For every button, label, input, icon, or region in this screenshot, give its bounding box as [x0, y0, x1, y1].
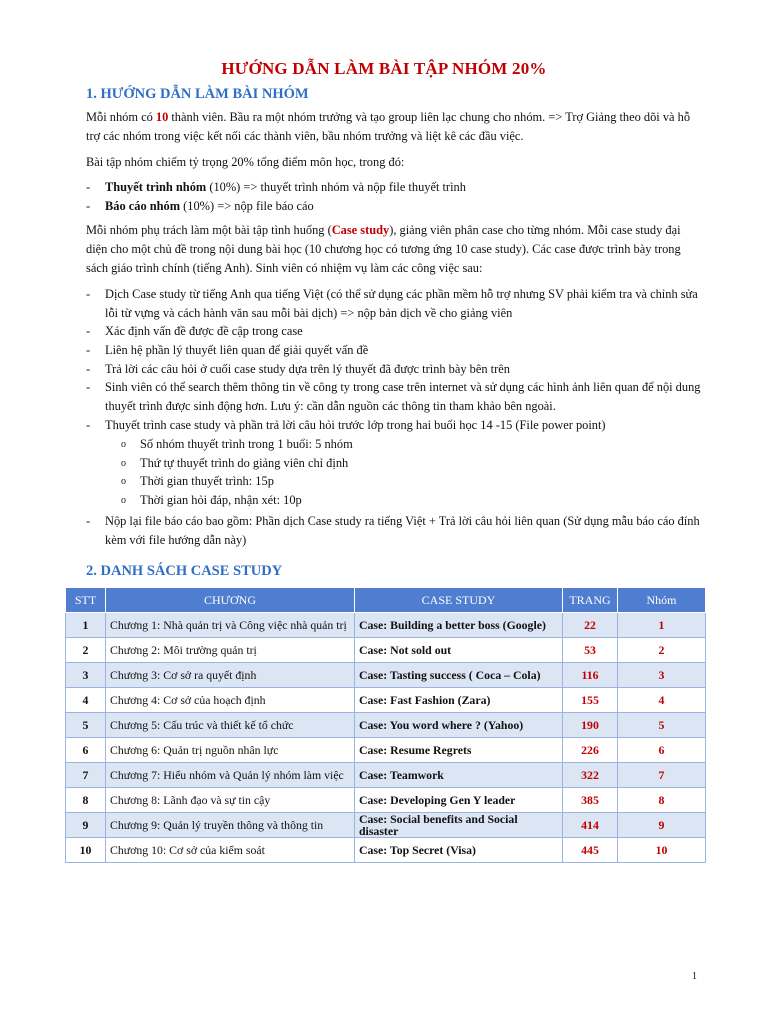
cell-group: 5	[618, 713, 706, 738]
bullet-dash: -	[86, 380, 91, 394]
cell-page: 190	[563, 713, 618, 738]
table-row	[66, 763, 706, 788]
task-text: Thuyết trình case study và phần trả lời câu hỏi trước lớp trong hai buổi học 14 -15 (File power point)	[105, 418, 606, 432]
paragraph-text: ), giảng viên phân case cho từng nhóm. Mỗi case study đại diện cho một chủ đề trong nội dung bài học (10 chương học có tương ứng 10 case study). Các case được trình bày trong sách giáo trình chính (tiếng Anh). Sinh viên có nhiệm vụ làm các công việc sau:	[86, 223, 681, 275]
cell-case: Case: Teamwork	[355, 763, 563, 788]
sub-item-text: Thời gian thuyết trình: 15p	[140, 474, 274, 488]
column-header-case-study: CASE STUDY	[355, 588, 563, 613]
table-row	[66, 688, 706, 713]
cell-stt: 3	[66, 663, 106, 688]
cell-chapter: Chương 3: Cơ sở ra quyết định	[106, 663, 355, 688]
cell-group: 1	[618, 613, 706, 638]
task-text: Sinh viên có thể search thêm thông tin về công ty trong case trên internet và sử dụng các hình ảnh liên quan để nội dung thuyết trình được sinh động hơn. Lưu ý: cần dẫn nguồn các thông tin tham khảo bên ngoài.	[105, 380, 701, 413]
cell-chapter: Chương 10: Cơ sở của kiểm soát	[106, 838, 355, 863]
cell-page: 445	[563, 838, 618, 863]
cell-page: 116	[563, 663, 618, 688]
cell-chapter: Chương 1: Nhà quản trị và Công việc nhà quản trị	[106, 613, 355, 638]
bullet-dash: -	[86, 287, 91, 301]
cell-page: 414	[563, 813, 618, 838]
cell-stt: 7	[66, 763, 106, 788]
bullet-dash: -	[86, 514, 91, 528]
cell-case: Case: Tasting success ( Coca – Cola)	[355, 663, 563, 688]
column-header-stt: STT	[66, 588, 106, 613]
cell-page: 226	[563, 738, 618, 763]
table-row	[66, 613, 706, 638]
paragraph-text: Mỗi nhóm phụ trách làm một bài tập tình huống (	[86, 223, 332, 237]
task-text: Trả lời các câu hỏi ở cuối case study dựa trên lý thuyết đã được trình bày bên trên	[105, 362, 510, 376]
circle-bullet-icon: o	[121, 476, 126, 487]
cell-chapter: Chương 2: Môi trường quản trị	[106, 638, 355, 663]
circle-bullet-icon: o	[121, 458, 126, 469]
table-row	[66, 738, 706, 763]
circle-bullet-icon: o	[121, 495, 126, 506]
bullet-dash: -	[86, 343, 91, 357]
cell-page: 53	[563, 638, 618, 663]
cell-stt: 2	[66, 638, 106, 663]
cell-group: 10	[618, 838, 706, 863]
circle-bullet-icon: o	[121, 439, 126, 450]
cell-stt: 1	[66, 613, 106, 638]
cell-case: Case: Fast Fashion (Zara)	[355, 688, 563, 713]
cell-group: 2	[618, 638, 706, 663]
item-label: Thuyết trình nhóm	[105, 180, 207, 194]
column-header-page: TRANG	[563, 588, 618, 613]
cell-group: 4	[618, 688, 706, 713]
paragraph-case-study	[86, 221, 702, 278]
cell-group: 6	[618, 738, 706, 763]
cell-group: 8	[618, 788, 706, 813]
column-header-group: Nhóm	[618, 588, 706, 613]
table-row	[66, 838, 706, 863]
cell-group: 9	[618, 813, 706, 838]
cell-stt: 10	[66, 838, 106, 863]
cell-chapter: Chương 4: Cơ sở của hoạch định	[106, 688, 355, 713]
case-study-term: Case study	[331, 223, 390, 237]
bullet-dash: -	[86, 324, 91, 338]
cell-stt: 5	[66, 713, 106, 738]
cell-stt: 4	[66, 688, 106, 713]
section-2-heading: 2. DANH SÁCH CASE STUDY	[86, 563, 283, 579]
item-label: Báo cáo nhóm	[105, 199, 181, 213]
item-text: (10%) => nộp file báo cáo	[180, 199, 314, 213]
cell-case: Case: Building a better boss (Google)	[355, 613, 563, 638]
item-text: (10%) => thuyết trình nhóm và nộp file thuyết trình	[206, 180, 466, 194]
cell-stt: 9	[66, 813, 106, 838]
table-row	[66, 788, 706, 813]
table-row	[66, 713, 706, 738]
sub-item-text: Thứ tự thuyết trình do giảng viên chỉ định	[140, 456, 349, 470]
task-text: Dịch Case study từ tiếng Anh qua tiếng Việt (có thể sử dụng các phần mềm hỗ trợ nhưng SV phải kiểm tra và chỉnh sửa lỗi từ vựng và cách hành văn sau mỗi bài dịch) => nộp bản dịch về cho giảng viên	[105, 287, 698, 320]
paragraph-text: Mỗi nhóm có	[86, 110, 156, 124]
cell-chapter: Chương 7: Hiểu nhóm và Quản lý nhóm làm việc	[106, 763, 355, 788]
table-row	[66, 638, 706, 663]
document-title: HƯỚNG DẪN LÀM BÀI TẬP NHÓM 20%	[221, 59, 547, 78]
cell-case: Case: Not sold out	[355, 638, 563, 663]
bullet-dash: -	[86, 362, 91, 376]
cell-page: 155	[563, 688, 618, 713]
case-study-table	[65, 587, 706, 863]
cell-stt: 8	[66, 788, 106, 813]
cell-case: Case: Social benefits and Social disaster	[355, 813, 563, 838]
member-count: 10	[155, 110, 169, 124]
bullet-dash: -	[86, 180, 91, 194]
table-row	[66, 813, 706, 838]
cell-page: 22	[563, 613, 618, 638]
cell-case: Case: You word where ? (Yahoo)	[355, 713, 563, 738]
cell-group: 3	[618, 663, 706, 688]
table-header-row	[66, 588, 706, 613]
paragraph-text: thành viên. Bầu ra một nhóm trưởng và tạo group liên lạc chung cho nhóm. => Trợ Giảng theo dõi và hỗ trợ các nhóm trong việc kết nối các thành viên, bầu nhóm trưởng và liệt kê các đầu việc.	[86, 110, 691, 143]
cell-case: Case: Developing Gen Y leader	[355, 788, 563, 813]
task-text: Liên hệ phần lý thuyết liên quan để giải quyết vấn đề	[105, 343, 369, 357]
column-header-chapter: CHƯƠNG	[106, 588, 355, 613]
task-text: Nộp lại file báo cáo bao gồm: Phần dịch Case study ra tiếng Việt + Trả lời câu hỏi liên quan (Sử dụng mẫu báo cáo đính kèm với file hướng dẫn này)	[105, 514, 700, 547]
bullet-dash: -	[86, 199, 91, 213]
section-1-heading: 1. HƯỚNG DẪN LÀM BÀI NHÓM	[86, 86, 309, 102]
cell-chapter: Chương 5: Cấu trúc và thiết kế tổ chức	[106, 713, 355, 738]
paragraph-group-members	[86, 108, 702, 146]
cell-page: 322	[563, 763, 618, 788]
bullet-dash: -	[86, 418, 91, 432]
cell-case: Case: Top Secret (Visa)	[355, 838, 563, 863]
sub-item-text: Thời gian hỏi đáp, nhận xét: 10p	[140, 493, 302, 507]
cell-chapter: Chương 6: Quản trị nguồn nhân lực	[106, 738, 355, 763]
task-text: Xác định vấn đề được đề cập trong case	[105, 324, 303, 338]
page-number: 1	[692, 971, 697, 982]
sub-item-text: Số nhóm thuyết trình trong 1 buổi: 5 nhóm	[140, 437, 353, 451]
cell-group: 7	[618, 763, 706, 788]
cell-chapter: Chương 9: Quản lý truyền thông và thông tin	[106, 813, 355, 838]
paragraph-weight: Bài tập nhóm chiếm tỷ trọng 20% tổng điểm môn học, trong đó:	[86, 155, 405, 169]
table-row	[66, 663, 706, 688]
cell-stt: 6	[66, 738, 106, 763]
cell-chapter: Chương 8: Lãnh đạo và sự tin cậy	[106, 788, 355, 813]
cell-page: 385	[563, 788, 618, 813]
cell-case: Case: Resume Regrets	[355, 738, 563, 763]
